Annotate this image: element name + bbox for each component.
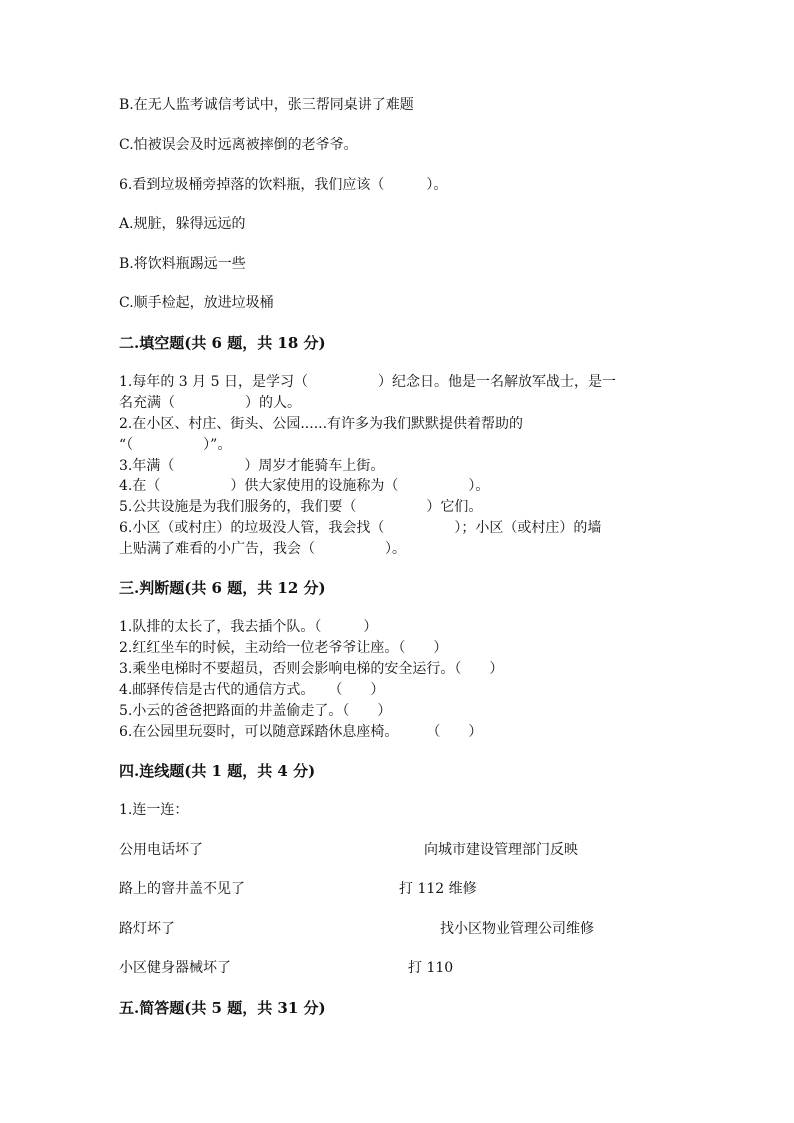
section-2-title: 二.填空题(共 6 题，共 18 分) <box>119 334 326 352</box>
question-6-option-c: C.顺手检起，放进垃圾桶 <box>119 295 274 311</box>
section-4-title: 四.连线题(共 1 题，共 4 分) <box>119 762 316 780</box>
question-5-option-c: C.怕被误会及时远离被摔倒的老爷爷。 <box>119 137 358 153</box>
fill-blank-line: “（ ）”。 <box>119 437 232 453</box>
matching-right-item: 向城市建设管理部门反映 <box>424 842 578 858</box>
fill-blank-line: 名充满（ ）的人。 <box>119 395 301 411</box>
matching-left-item: 路灯坏了 <box>119 921 175 937</box>
question-6-stem: 6.看到垃圾桶旁掉落的饮料瓶，我们应该（ ）。 <box>119 177 448 193</box>
judgement-line: 5.小云的爸爸把路面的井盖偷走了。（ ） <box>119 703 392 719</box>
matching-right-item: 打 112 维修 <box>399 881 477 897</box>
judgement-line: 3.乘坐电梯时不要超员，否则会影响电梯的安全运行。（ ） <box>119 661 504 677</box>
matching-right-item: 打 110 <box>408 960 454 976</box>
judgement-line: 1.队排的太长了，我去插个队。（ ） <box>119 619 378 635</box>
matching-right-item: 找小区物业管理公司维修 <box>440 921 594 937</box>
fill-blank-line: 4.在（ ）供大家使用的设施称为（ ）。 <box>119 478 490 494</box>
question-6-option-a: A.规脏，躲得远远的 <box>119 216 246 232</box>
fill-blank-line: 5.公共设施是为我们服务的，我们要（ ）它们。 <box>119 499 483 515</box>
matching-stem: 1.连一连： <box>119 802 189 818</box>
fill-blank-line: 2.在小区、村庄、街头、公园......有许多为我们默默提供着帮助的 <box>119 416 524 432</box>
fill-blank-line: 6.小区（或村庄）的垃圾没人管，我会找（ ）；小区（或村庄）的墙 <box>119 520 602 536</box>
matching-left-item: 公用电话坏了 <box>119 842 203 858</box>
question-6-option-b: B.将饮料瓶踢远一些 <box>119 256 246 272</box>
fill-blank-line: 3.年满（ ）周岁才能骑车上街。 <box>119 458 385 474</box>
judgement-line: 4.邮驿传信是古代的通信方式。 （ ） <box>119 682 385 698</box>
question-5-option-b: B.在无人监考诚信考试中，张三帮同桌讲了难题 <box>119 97 414 113</box>
matching-left-item: 路上的窨井盖不见了 <box>119 881 245 897</box>
judgement-line: 6.在公园里玩耍时，可以随意踩踏休息座椅。 （ ） <box>119 724 483 740</box>
fill-blank-line: 上贴满了难看的小广告，我会（ ）。 <box>119 541 406 557</box>
section-3-title: 三.判断题(共 6 题，共 12 分) <box>119 579 326 597</box>
matching-left-item: 小区健身器械坏了 <box>119 960 231 976</box>
fill-blank-line: 1.每年的 3 月 5 日，是学习（ ）纪念日。他是一名解放军战士，是一 <box>119 374 616 390</box>
judgement-line: 2.红红坐车的时候，主动给一位老爷爷让座。（ ） <box>119 640 448 656</box>
section-5-title: 五.简答题(共 5 题，共 31 分) <box>119 999 326 1017</box>
